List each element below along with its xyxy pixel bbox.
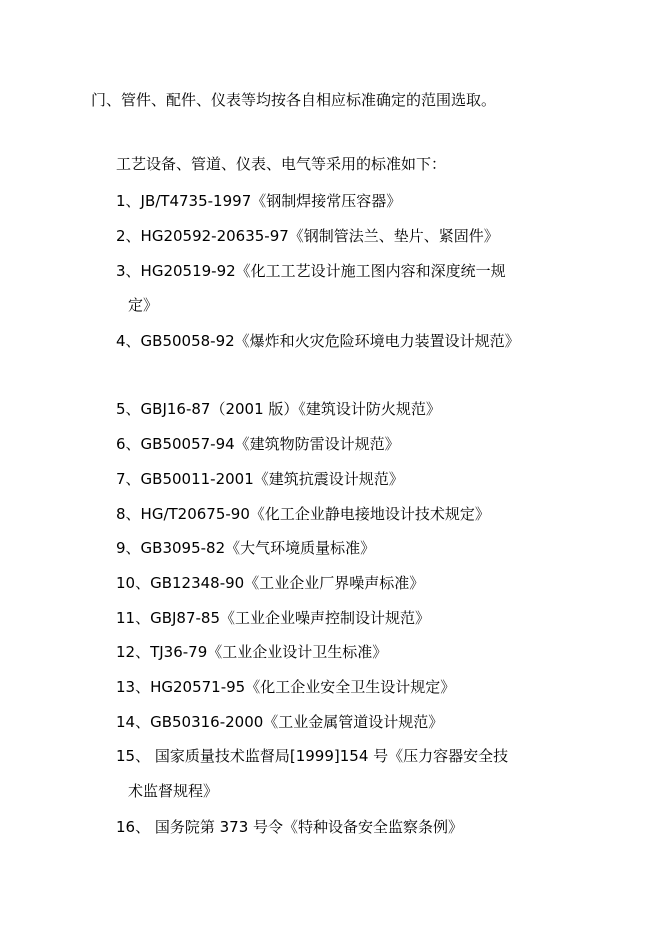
standard-item-12: 12、TJ36-79《工业企业设计卫生标准》 — [116, 643, 388, 661]
standard-item-5: 5、GBJ16-87（2001 版）《建筑设计防火规范》 — [116, 400, 441, 418]
standards-heading: 工艺设备、管道、仪表、电气等采用的标准如下： — [116, 155, 447, 173]
standard-item-15-continuation: 术监督规程》 — [128, 782, 219, 800]
standard-item-1: 1、JB/T4735-1997《钢制焊接常压容器》 — [116, 192, 402, 210]
standard-item-13: 13、HG20571-95《化工企业安全卫生设计规定》 — [116, 678, 456, 696]
standard-item-8: 8、HG/T20675-90《化工企业静电接地设计技术规定》 — [116, 505, 490, 523]
standard-item-2: 2、HG20592-20635-97《钢制管法兰、垫片、紧固件》 — [116, 227, 499, 245]
standard-item-7: 7、GB50011-2001《建筑抗震设计规范》 — [116, 470, 404, 488]
standard-item-14: 14、GB50316-2000《工业金属管道设计规范》 — [116, 713, 444, 731]
standard-item-15: 15、 国家质量技术监督局[1999]154 号《压力容器安全技 — [116, 747, 509, 765]
standard-item-11: 11、GBJ87-85《工业企业噪声控制设计规范》 — [116, 609, 431, 627]
standard-item-3: 3、HG20519-92《化工工艺设计施工图内容和深度统一规 — [116, 262, 506, 280]
standard-item-6: 6、GB50057-94《建筑物防雷设计规范》 — [116, 435, 400, 453]
standard-item-4: 4、GB50058-92《爆炸和火灾危险环境电力装置设计规范》 — [116, 332, 520, 350]
standard-item-16: 16、 国务院第 373 号令《特种设备安全监察条例》 — [116, 818, 464, 836]
standard-item-10: 10、GB12348-90《工业企业厂界噪声标准》 — [116, 574, 425, 592]
standard-item-9: 9、GB3095-82《大气环境质量标准》 — [116, 539, 376, 557]
standard-item-3-continuation: 定》 — [128, 296, 159, 314]
intro-line: 门、管件、配件、仪表等均按各自相应标准确定的范围选取。 — [91, 91, 497, 109]
